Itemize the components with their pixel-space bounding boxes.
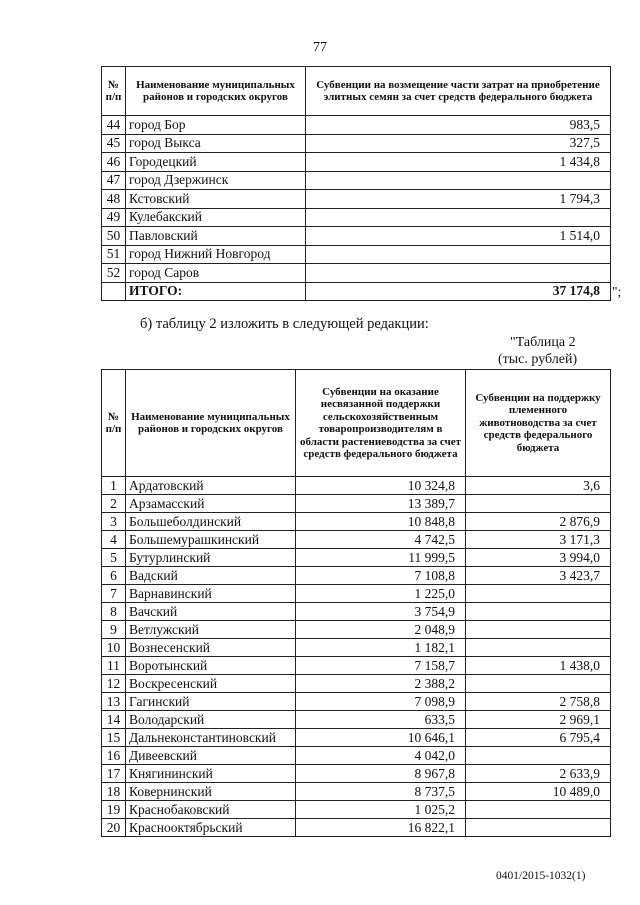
district-name: Ковернинский [126,783,296,801]
table-row [102,585,611,603]
crop-support-value: 10 848,8 [296,513,466,531]
row-number: 12 [102,675,126,693]
crop-support-value: 2 388,2 [296,675,466,693]
table-row [102,134,611,153]
subsidy-value: 983,5 [306,116,611,135]
table-row [102,116,611,135]
crop-support-value: 633,5 [296,711,466,729]
table-row [102,783,611,801]
crop-support-value: 1 225,0 [296,585,466,603]
crop-support-value: 7 108,8 [296,567,466,585]
table-row [102,477,611,495]
table-row [102,190,611,209]
district-name: город Дзержинск [126,171,306,190]
page-number: 77 [313,40,327,55]
row-number: 15 [102,729,126,747]
row-number: 8 [102,603,126,621]
livestock-value [466,603,611,621]
crop-support-value: 8 737,5 [296,783,466,801]
row-number: 51 [102,245,126,264]
table-row [102,639,611,657]
table-header-row [102,370,611,477]
row-number: 3 [102,513,126,531]
table2-unit: (тыс. рублей) [498,352,578,367]
table-row [102,765,611,783]
header-crop-support-subsidy: Субвенции на оказание несвязанной поддержки сельскохозяйственным товаропроизводителям в области растениеводства за счет средств федерального бюджета [296,370,466,477]
total-value: 37 174,8 [306,282,611,301]
district-name: Кулебакский [126,208,306,227]
table-row [102,819,611,837]
row-number: 5 [102,549,126,567]
row-number: 9 [102,621,126,639]
livestock-value [466,639,611,657]
row-number: 52 [102,264,126,283]
row-number: 4 [102,531,126,549]
crop-support-value: 2 048,9 [296,621,466,639]
livestock-value [466,747,611,765]
row-number: 6 [102,567,126,585]
district-name: Городецкий [126,153,306,172]
subsidy-value [306,208,611,227]
district-name: Варнавинский [126,585,296,603]
district-name: Володарский [126,711,296,729]
header-district-name: Наименование муниципальных районов и городских округов [126,67,306,116]
row-number: 44 [102,116,126,135]
subsidy-value: 1 514,0 [306,227,611,246]
table-row [102,567,611,585]
crop-support-value: 3 754,9 [296,603,466,621]
row-number: 45 [102,134,126,153]
row-number: 19 [102,801,126,819]
table-row [102,801,611,819]
livestock-value: 3 994,0 [466,549,611,567]
table-row [102,621,611,639]
district-name: город Бор [126,116,306,135]
table-row [102,675,611,693]
livestock-value [466,585,611,603]
livestock-value: 1 438,0 [466,657,611,675]
livestock-value: 2 633,9 [466,765,611,783]
livestock-value [466,801,611,819]
crop-support-value: 16 822,1 [296,819,466,837]
district-name: Краснооктябрьский [126,819,296,837]
amendment-paragraph: б) таблицу 2 изложить в следующей редакции: [140,316,429,332]
row-number: 18 [102,783,126,801]
crop-support-value: 10 324,8 [296,477,466,495]
district-name: Большемурашкинский [126,531,296,549]
district-name: Краснобаковский [126,801,296,819]
subsidy-value [306,245,611,264]
table-row [102,153,611,172]
table-header-row [102,67,611,116]
table-row [102,227,611,246]
district-name: Арзамасский [126,495,296,513]
header-district-name: Наименование муниципальных районов и городских округов [126,370,296,477]
row-number: 50 [102,227,126,246]
row-number: 49 [102,208,126,227]
row-number: 1 [102,477,126,495]
livestock-value: 3 423,7 [466,567,611,585]
crop-support-value: 7 098,9 [296,693,466,711]
district-name: город Саров [126,264,306,283]
document-code: 0401/2015-1032(1) [496,870,586,882]
crop-support-value: 13 389,7 [296,495,466,513]
table-row [102,245,611,264]
table-row [102,711,611,729]
table-row [102,531,611,549]
district-name: город Нижний Новгород [126,245,306,264]
table2-caption: "Таблица 2 [510,335,576,350]
crop-support-value: 1 182,1 [296,639,466,657]
header-livestock-subsidy: Субвенции на поддержку племенного животноводства за счет средств федерального бюджета [466,370,611,477]
subsidy-value: 1 434,8 [306,153,611,172]
table-row [102,603,611,621]
livestock-value [466,675,611,693]
row-number: 2 [102,495,126,513]
district-name: Дальнеконстантиновский [126,729,296,747]
district-name: Павловский [126,227,306,246]
total-row [102,282,611,301]
subsidy-table-1 [101,66,611,301]
crop-support-value: 4 042,0 [296,747,466,765]
total-number-cell [102,282,126,301]
livestock-value [466,495,611,513]
subsidy-value [306,171,611,190]
table-row [102,495,611,513]
table-row [102,171,611,190]
district-name: Дивеевский [126,747,296,765]
district-name: Ветлужский [126,621,296,639]
row-number: 11 [102,657,126,675]
header-number: № п/п [102,370,126,477]
district-name: Ардатовский [126,477,296,495]
header-elite-seeds-subsidy: Субвенции на возмещение части затрат на приобретение элитных семян за счет средств федерального бюджета [306,67,611,116]
subsidy-value: 327,5 [306,134,611,153]
district-name: Княгининский [126,765,296,783]
district-name: Вадский [126,567,296,585]
livestock-value: 6 795,4 [466,729,611,747]
row-number: 17 [102,765,126,783]
row-number: 14 [102,711,126,729]
district-name: город Выкса [126,134,306,153]
district-name: Воскресенский [126,675,296,693]
livestock-value: 3 171,3 [466,531,611,549]
table-row [102,513,611,531]
district-name: Кстовский [126,190,306,209]
crop-support-value: 7 158,7 [296,657,466,675]
header-number: № п/п [102,67,126,116]
table-row [102,729,611,747]
row-number: 47 [102,171,126,190]
livestock-value: 10 489,0 [466,783,611,801]
crop-support-value: 8 967,8 [296,765,466,783]
row-number: 16 [102,747,126,765]
crop-support-value: 1 025,2 [296,801,466,819]
total-label: ИТОГО: [126,282,306,301]
district-name: Гагинский [126,693,296,711]
quote-end-mark: "; [612,284,622,299]
table-row [102,264,611,283]
row-number: 10 [102,639,126,657]
district-name: Вачский [126,603,296,621]
livestock-value: 2 758,8 [466,693,611,711]
table-row [102,208,611,227]
subsidy-value [306,264,611,283]
row-number: 20 [102,819,126,837]
livestock-value: 2 969,1 [466,711,611,729]
livestock-value: 3,6 [466,477,611,495]
row-number: 48 [102,190,126,209]
table-row [102,693,611,711]
crop-support-value: 10 646,1 [296,729,466,747]
district-name: Воротынский [126,657,296,675]
row-number: 13 [102,693,126,711]
table-row [102,549,611,567]
livestock-value: 2 876,9 [466,513,611,531]
district-name: Вознесенский [126,639,296,657]
row-number: 46 [102,153,126,172]
subsidy-table-2 [101,369,611,837]
district-name: Большеболдинский [126,513,296,531]
district-name: Бутурлинский [126,549,296,567]
subsidy-value: 1 794,3 [306,190,611,209]
table-row [102,657,611,675]
crop-support-value: 11 999,5 [296,549,466,567]
livestock-value [466,621,611,639]
row-number: 7 [102,585,126,603]
crop-support-value: 4 742,5 [296,531,466,549]
livestock-value [466,819,611,837]
table-row [102,747,611,765]
